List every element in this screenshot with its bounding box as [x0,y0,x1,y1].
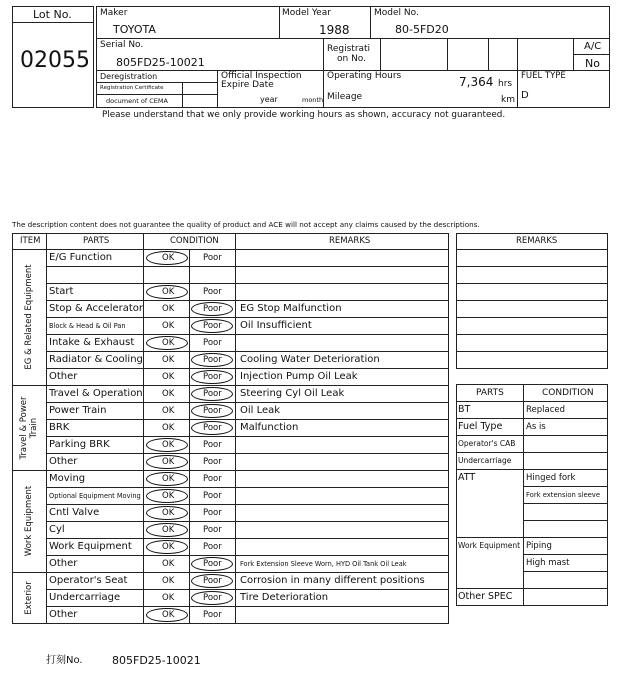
poor-option: Poor [203,287,222,297]
remarks-text: Malfunction [240,422,299,433]
poor-option: Poor [203,440,222,450]
remarks-text: Fork Extension Sleeve Worn, HYD Oil Tank Oil Leak [240,560,407,568]
poor-option: Poor [203,474,222,484]
side-part-name: BT [458,404,471,415]
side-part-condition: Replaced [526,405,566,415]
group-label: Work Equipment [23,485,34,557]
operating-hours-value: 7,364 [459,75,494,89]
side-part-name: Operator's CAB [458,439,516,448]
side-condition-header: CONDITION [542,388,594,398]
group-label: EG & Related Equipment [23,264,34,370]
poor-option: Poor [203,406,222,416]
part-name: Operator's Seat [49,575,128,586]
poor-option: Poor [203,576,222,586]
official-inspection-label-2: Expire Date [221,80,274,90]
registration-no-label-1: Registrati [327,44,371,54]
disclaimer: The description content does not guarantee the quality of product and ACE will not accept any claims caused by the descriptions. [12,220,480,229]
part-name: Other [49,456,78,467]
ok-option: OK [162,593,175,603]
km-label: km [501,95,515,105]
document-cema-label: document of CEMA [106,97,168,105]
ok-option: OK [162,304,175,314]
ok-option: OK [162,610,175,620]
part-name: Other [49,558,78,569]
poor-option: Poor [203,338,222,348]
part-name: Other [49,609,78,620]
serial-no-label: Serial No. [100,40,144,50]
part-name: Cyl [49,524,65,535]
side-part-condition: Hinged fork [526,473,576,483]
maker-value: TOYOTA [113,23,156,36]
poor-option: Poor [203,304,222,314]
poor-option: Poor [203,525,222,535]
side-part-name: Fuel Type [458,421,503,432]
remarks-text: Oil Leak [240,405,281,416]
parts-header: PARTS [83,236,110,246]
group-label: Exterior [23,580,34,615]
side-part-name: Undercarriage [458,456,512,465]
part-name: Other [49,371,78,382]
side-parts-header: PARTS [476,388,504,398]
model-no-label: Model No. [374,8,419,18]
part-name: BRK [49,422,70,433]
ok-option: OK [162,576,175,586]
side-part-condition: Piping [526,541,552,551]
remarks-text: EG Stop Malfunction [240,303,342,314]
condition-header: CONDITION [170,236,219,246]
hrs-label: hrs [498,79,513,89]
ok-option: OK [162,491,175,501]
fuel-type-value: D [521,90,529,101]
ok-option: OK [162,525,175,535]
operating-hours-label: Operating Hours [327,71,402,81]
poor-option: Poor [203,372,222,382]
side-part-condition: High mast [526,558,570,568]
group-label: Travel & Power [18,396,29,459]
lot-no-value: 02055 [20,48,90,73]
part-name: Moving [49,473,86,484]
poor-option: Poor [203,610,222,620]
ok-option: OK [162,406,175,416]
part-name: Block & Head & Oil Pan [49,322,126,330]
model-year-value: 1988 [319,23,350,37]
poor-option: Poor [203,491,222,501]
ok-option: OK [162,338,175,348]
poor-option: Poor [203,355,222,365]
ok-option: OK [162,508,175,518]
fuel-type-label: FUEL TYPE [521,71,566,81]
part-name: Radiator & Cooling [49,354,143,365]
side-part-condition: Fork extension sleeve [526,491,601,499]
mileage-label: Mileage [327,92,363,102]
lot-no-label: Lot No. [33,8,72,21]
poor-option: Poor [203,253,222,263]
part-name: Power Train [49,405,107,416]
ok-option: OK [162,355,175,365]
month-label: month [302,96,324,104]
part-name: Intake & Exhaust [49,337,135,348]
side-part-name: Work Equipment [458,541,521,550]
remarks-text: Tire Deterioration [240,592,329,603]
ac-label: A/C [584,41,602,52]
ac-value: No [585,57,600,70]
serial-no-value: 805FD25-10021 [116,56,205,69]
part-name: Optional Equipment Moving [49,492,141,500]
poor-option: Poor [203,389,222,399]
part-name: Undercarriage [49,592,121,603]
ok-option: OK [162,457,175,467]
model-year-label: Model Year [282,8,331,18]
model-no-value: 80-5FD20 [395,23,449,36]
official-inspection-label-1: Official Inspection [221,71,302,81]
poor-option: Poor [203,593,222,603]
ok-option: OK [162,372,175,382]
side-part-condition: As is [526,422,546,432]
poor-option: Poor [203,542,222,552]
accuracy-notice: Please understand that we only provide working hours as shown, accuracy not guaranteed. [102,110,506,120]
poor-option: Poor [203,321,222,331]
registration-no-label-2: on No. [337,54,367,64]
year-label: year [260,95,278,104]
stamp-label: 打刻No. [46,655,83,666]
ok-option: OK [162,440,175,450]
remarks-header: REMARKS [329,236,371,246]
stamp-value: 805FD25-10021 [112,654,201,667]
maker-label: Maker [100,8,128,18]
ok-option: OK [162,321,175,331]
side-part-name: ATT [458,472,476,483]
part-name: Cntl Valve [49,507,100,518]
remarks-text: Oil Insufficient [240,320,312,331]
ok-option: OK [162,474,175,484]
ok-option: OK [162,423,175,433]
part-name: Parking BRK [49,439,110,450]
remarks-text: Corrosion in many different positions [240,575,425,586]
ok-option: OK [162,253,175,263]
poor-option: Poor [203,559,222,569]
poor-option: Poor [203,423,222,433]
part-name: Work Equipment [49,541,132,552]
remarks-text: Steering Cyl Oil Leak [240,388,345,399]
deregistration-label: Deregistration [100,72,158,81]
ok-option: OK [162,559,175,569]
poor-option: Poor [203,457,222,467]
side-part-name: Other SPEC [458,591,513,602]
ok-option: OK [162,287,175,297]
registration-certificate-label: Registration Certificate [100,85,164,91]
poor-option: Poor [203,508,222,518]
item-header: ITEM [20,236,41,246]
part-name: E/G Function [49,252,113,263]
remarks-text: Injection Pump Oil Leak [240,371,358,382]
remarks-text: Cooling Water Deterioration [240,354,380,365]
side-remarks-header: REMARKS [516,236,558,246]
part-name: Start [49,286,74,297]
ok-option: OK [162,542,175,552]
part-name: Travel & Operation [49,388,143,399]
ok-option: OK [162,389,175,399]
group-label: Train [28,417,39,438]
part-name: Stop & Accelerator [49,303,144,314]
